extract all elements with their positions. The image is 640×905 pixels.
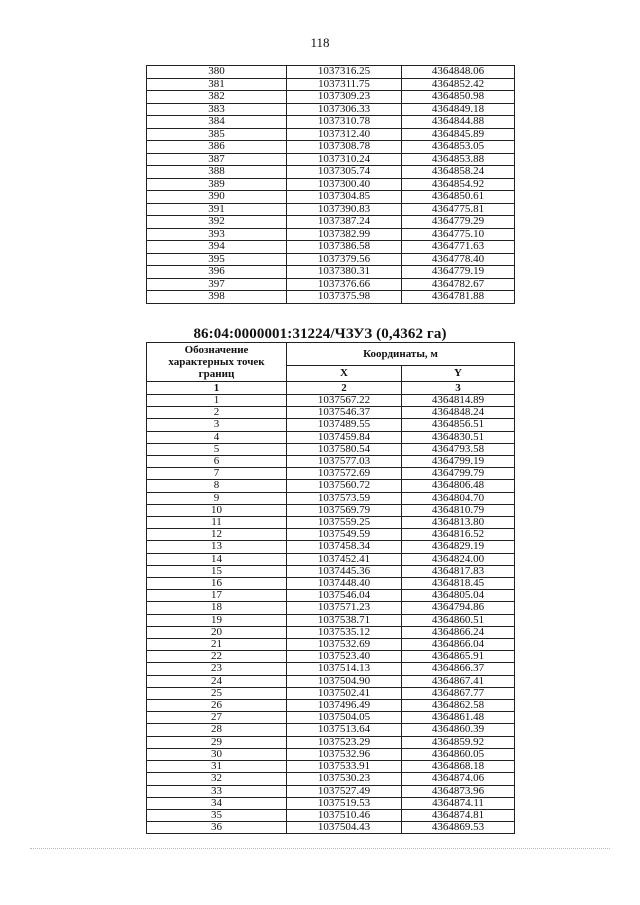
- y-cell: 4364865.91: [402, 651, 515, 663]
- table-row: [147, 675, 515, 687]
- y-cell: 4364873.96: [402, 785, 515, 797]
- x-cell: 1037310.78: [287, 116, 402, 129]
- x-cell: 1037308.78: [287, 141, 402, 154]
- table-body: [147, 66, 515, 304]
- table-row: [147, 602, 515, 614]
- column-number-3: 3: [402, 382, 515, 395]
- y-cell: 4364860.05: [402, 748, 515, 760]
- x-cell: 1037309.23: [287, 91, 402, 104]
- table-row: [147, 590, 515, 602]
- x-cell: 1037312.40: [287, 128, 402, 141]
- table-row: [147, 541, 515, 553]
- table-row: [147, 687, 515, 699]
- table-row: [147, 553, 515, 565]
- point-cell: 397: [147, 278, 287, 291]
- x-cell: 1037559.25: [287, 517, 402, 529]
- y-cell: 4364860.51: [402, 614, 515, 626]
- x-cell: 1037310.24: [287, 153, 402, 166]
- point-cell: 19: [147, 614, 287, 626]
- table-row: [147, 748, 515, 760]
- table-row: [147, 736, 515, 748]
- y-cell: 4364856.51: [402, 419, 515, 431]
- y-cell: 4364775.10: [402, 228, 515, 241]
- point-cell: 23: [147, 663, 287, 675]
- table-row: [147, 178, 515, 191]
- table-row: [147, 253, 515, 266]
- point-cell: 384: [147, 116, 287, 129]
- y-cell: 4364860.39: [402, 724, 515, 736]
- table-row: [147, 395, 515, 407]
- x-cell: 1037459.84: [287, 431, 402, 443]
- y-cell: 4364862.58: [402, 700, 515, 712]
- y-cell: 4364866.24: [402, 626, 515, 638]
- table-row: [147, 504, 515, 516]
- table-row: [147, 480, 515, 492]
- y-cell: 4364868.18: [402, 761, 515, 773]
- column-number-2: 2: [287, 382, 402, 395]
- y-cell: 4364849.18: [402, 103, 515, 116]
- point-cell: 16: [147, 578, 287, 590]
- x-cell: 1037375.98: [287, 291, 402, 304]
- y-cell: 4364874.11: [402, 797, 515, 809]
- point-cell: 10: [147, 504, 287, 516]
- y-cell: 4364817.83: [402, 565, 515, 577]
- table-row: [147, 700, 515, 712]
- x-cell: 1037573.59: [287, 492, 402, 504]
- point-cell: 2: [147, 407, 287, 419]
- coordinates-table-continued: [146, 65, 515, 304]
- table-row: [147, 166, 515, 179]
- y-cell: 4364867.41: [402, 675, 515, 687]
- table-row: [147, 468, 515, 480]
- point-cell: 381: [147, 78, 287, 91]
- table-row: [147, 773, 515, 785]
- point-cell: 36: [147, 822, 287, 834]
- y-cell: 4364799.19: [402, 456, 515, 468]
- point-cell: 7: [147, 468, 287, 480]
- x-cell: 1037502.41: [287, 687, 402, 699]
- table-row: [147, 614, 515, 626]
- x-cell: 1037560.72: [287, 480, 402, 492]
- point-cell: 394: [147, 241, 287, 254]
- point-cell: 398: [147, 291, 287, 304]
- y-cell: 4364829.19: [402, 541, 515, 553]
- table-row: [147, 103, 515, 116]
- table-row: [147, 116, 515, 129]
- table-row: [147, 431, 515, 443]
- y-cell: 4364779.29: [402, 216, 515, 229]
- y-cell: 4364867.77: [402, 687, 515, 699]
- x-cell: 1037445.36: [287, 565, 402, 577]
- point-cell: 380: [147, 66, 287, 79]
- point-cell: 21: [147, 639, 287, 651]
- point-cell: 8: [147, 480, 287, 492]
- x-cell: 1037514.13: [287, 663, 402, 675]
- point-cell: 395: [147, 253, 287, 266]
- y-cell: 4364781.88: [402, 291, 515, 304]
- y-cell: 4364869.53: [402, 822, 515, 834]
- table-row: [147, 712, 515, 724]
- point-cell: 12: [147, 529, 287, 541]
- x-cell: 1037571.23: [287, 602, 402, 614]
- y-cell: 4364775.81: [402, 203, 515, 216]
- column-number-1: 1: [147, 382, 287, 395]
- x-cell: 1037379.56: [287, 253, 402, 266]
- point-cell: 28: [147, 724, 287, 736]
- point-cell: 385: [147, 128, 287, 141]
- y-cell: 4364848.06: [402, 66, 515, 79]
- point-cell: 17: [147, 590, 287, 602]
- column-header-points: Обозначение характерных точек границ: [147, 343, 287, 382]
- x-cell: 1037452.41: [287, 553, 402, 565]
- x-cell: 1037523.29: [287, 736, 402, 748]
- table-row: [147, 492, 515, 504]
- table-row: [147, 529, 515, 541]
- table-row: [147, 128, 515, 141]
- table-row: [147, 291, 515, 304]
- page-number: 118: [310, 35, 330, 50]
- x-cell: 1037311.75: [287, 78, 402, 91]
- table-row: [147, 663, 515, 675]
- y-cell: 4364844.88: [402, 116, 515, 129]
- x-cell: 1037567.22: [287, 395, 402, 407]
- table-row: [147, 91, 515, 104]
- y-cell: 4364814.89: [402, 395, 515, 407]
- x-cell: 1037538.71: [287, 614, 402, 626]
- point-cell: 27: [147, 712, 287, 724]
- table-row: [147, 797, 515, 809]
- y-cell: 4364804.70: [402, 492, 515, 504]
- y-cell: 4364861.48: [402, 712, 515, 724]
- table-row: [147, 228, 515, 241]
- x-cell: 1037489.55: [287, 419, 402, 431]
- y-cell: 4364782.67: [402, 278, 515, 291]
- column-header-x: X: [287, 365, 402, 381]
- x-cell: 1037577.03: [287, 456, 402, 468]
- point-cell: 396: [147, 266, 287, 279]
- table-row: [147, 216, 515, 229]
- x-cell: 1037316.25: [287, 66, 402, 79]
- table-row: [147, 639, 515, 651]
- y-cell: 4364859.92: [402, 736, 515, 748]
- x-cell: 1037569.79: [287, 504, 402, 516]
- point-cell: 33: [147, 785, 287, 797]
- point-cell: 5: [147, 443, 287, 455]
- x-cell: 1037386.58: [287, 241, 402, 254]
- x-cell: 1037300.40: [287, 178, 402, 191]
- table-row: [147, 191, 515, 204]
- x-cell: 1037519.53: [287, 797, 402, 809]
- y-cell: 4364853.88: [402, 153, 515, 166]
- y-cell: 4364850.98: [402, 91, 515, 104]
- x-cell: 1037533.91: [287, 761, 402, 773]
- table-row: [147, 626, 515, 638]
- y-cell: 4364816.52: [402, 529, 515, 541]
- point-cell: 383: [147, 103, 287, 116]
- point-cell: 26: [147, 700, 287, 712]
- x-cell: 1037530.23: [287, 773, 402, 785]
- point-cell: 1: [147, 395, 287, 407]
- x-cell: 1037448.40: [287, 578, 402, 590]
- y-cell: 4364778.40: [402, 253, 515, 266]
- table-row: [147, 153, 515, 166]
- point-cell: 386: [147, 141, 287, 154]
- table-row: [147, 278, 515, 291]
- table-row: [147, 407, 515, 419]
- x-cell: 1037380.31: [287, 266, 402, 279]
- column-header-coordinates: Координаты, м: [287, 343, 515, 366]
- y-cell: 4364848.24: [402, 407, 515, 419]
- y-cell: 4364799.79: [402, 468, 515, 480]
- table-row: [147, 651, 515, 663]
- y-cell: 4364818.45: [402, 578, 515, 590]
- point-cell: 382: [147, 91, 287, 104]
- table-row: [147, 822, 515, 834]
- point-cell: 389: [147, 178, 287, 191]
- coordinates-table: [146, 342, 515, 834]
- point-cell: 22: [147, 651, 287, 663]
- point-cell: 4: [147, 431, 287, 443]
- x-cell: 1037504.05: [287, 712, 402, 724]
- point-cell: 11: [147, 517, 287, 529]
- x-cell: 1037513.64: [287, 724, 402, 736]
- x-cell: 1037527.49: [287, 785, 402, 797]
- table-row: [147, 78, 515, 91]
- table-row: [147, 809, 515, 821]
- x-cell: 1037580.54: [287, 443, 402, 455]
- table-row: [147, 565, 515, 577]
- x-cell: 1037549.59: [287, 529, 402, 541]
- x-cell: 1037504.90: [287, 675, 402, 687]
- table-row: [147, 443, 515, 455]
- table-row: [147, 578, 515, 590]
- column-header-y: Y: [402, 365, 515, 381]
- point-cell: 390: [147, 191, 287, 204]
- table-row: [147, 419, 515, 431]
- x-cell: 1037504.43: [287, 822, 402, 834]
- y-cell: 4364845.89: [402, 128, 515, 141]
- point-cell: 392: [147, 216, 287, 229]
- point-cell: 20: [147, 626, 287, 638]
- page-bottom-divider: [30, 848, 610, 849]
- point-cell: 387: [147, 153, 287, 166]
- point-cell: 32: [147, 773, 287, 785]
- y-cell: 4364806.48: [402, 480, 515, 492]
- y-cell: 4364853.05: [402, 141, 515, 154]
- y-cell: 4364793.58: [402, 443, 515, 455]
- point-cell: 3: [147, 419, 287, 431]
- table-row: [147, 517, 515, 529]
- y-cell: 4364866.37: [402, 663, 515, 675]
- y-cell: 4364852.42: [402, 78, 515, 91]
- x-cell: 1037510.46: [287, 809, 402, 821]
- point-cell: 30: [147, 748, 287, 760]
- point-cell: 14: [147, 553, 287, 565]
- point-cell: 13: [147, 541, 287, 553]
- point-cell: 18: [147, 602, 287, 614]
- x-cell: 1037306.33: [287, 103, 402, 116]
- x-cell: 1037458.34: [287, 541, 402, 553]
- x-cell: 1037304.85: [287, 191, 402, 204]
- x-cell: 1037382.99: [287, 228, 402, 241]
- x-cell: 1037376.66: [287, 278, 402, 291]
- x-cell: 1037572.69: [287, 468, 402, 480]
- x-cell: 1037532.96: [287, 748, 402, 760]
- table-body: [147, 395, 515, 834]
- point-cell: 6: [147, 456, 287, 468]
- y-cell: 4364805.04: [402, 590, 515, 602]
- point-cell: 34: [147, 797, 287, 809]
- point-cell: 388: [147, 166, 287, 179]
- x-cell: 1037387.24: [287, 216, 402, 229]
- table-row: [147, 266, 515, 279]
- y-cell: 4364850.61: [402, 191, 515, 204]
- table-row: [147, 66, 515, 79]
- y-cell: 4364771.63: [402, 241, 515, 254]
- x-cell: 1037546.04: [287, 590, 402, 602]
- x-cell: 1037532.69: [287, 639, 402, 651]
- y-cell: 4364854.92: [402, 178, 515, 191]
- table-row: [147, 241, 515, 254]
- x-cell: 1037305.74: [287, 166, 402, 179]
- y-cell: 4364858.24: [402, 166, 515, 179]
- table-row: [147, 724, 515, 736]
- y-cell: 4364794.86: [402, 602, 515, 614]
- y-cell: 4364779.19: [402, 266, 515, 279]
- x-cell: 1037546.37: [287, 407, 402, 419]
- y-cell: 4364874.81: [402, 809, 515, 821]
- point-cell: 15: [147, 565, 287, 577]
- table-row: [147, 203, 515, 216]
- y-cell: 4364824.00: [402, 553, 515, 565]
- y-cell: 4364874.06: [402, 773, 515, 785]
- y-cell: 4364830.51: [402, 431, 515, 443]
- table-header: [147, 343, 515, 395]
- table-row: [147, 785, 515, 797]
- point-cell: 25: [147, 687, 287, 699]
- y-cell: 4364866.04: [402, 639, 515, 651]
- table-row: [147, 141, 515, 154]
- point-cell: 391: [147, 203, 287, 216]
- point-cell: 393: [147, 228, 287, 241]
- y-cell: 4364813.80: [402, 517, 515, 529]
- table-row: [147, 456, 515, 468]
- point-cell: 29: [147, 736, 287, 748]
- point-cell: 9: [147, 492, 287, 504]
- x-cell: 1037523.40: [287, 651, 402, 663]
- x-cell: 1037390.83: [287, 203, 402, 216]
- y-cell: 4364810.79: [402, 504, 515, 516]
- point-cell: 31: [147, 761, 287, 773]
- point-cell: 35: [147, 809, 287, 821]
- x-cell: 1037535.12: [287, 626, 402, 638]
- x-cell: 1037496.49: [287, 700, 402, 712]
- section-title: 86:04:0000001:31224/ЧЗУЗ (0,4362 га): [193, 326, 447, 342]
- table-row: [147, 761, 515, 773]
- point-cell: 24: [147, 675, 287, 687]
